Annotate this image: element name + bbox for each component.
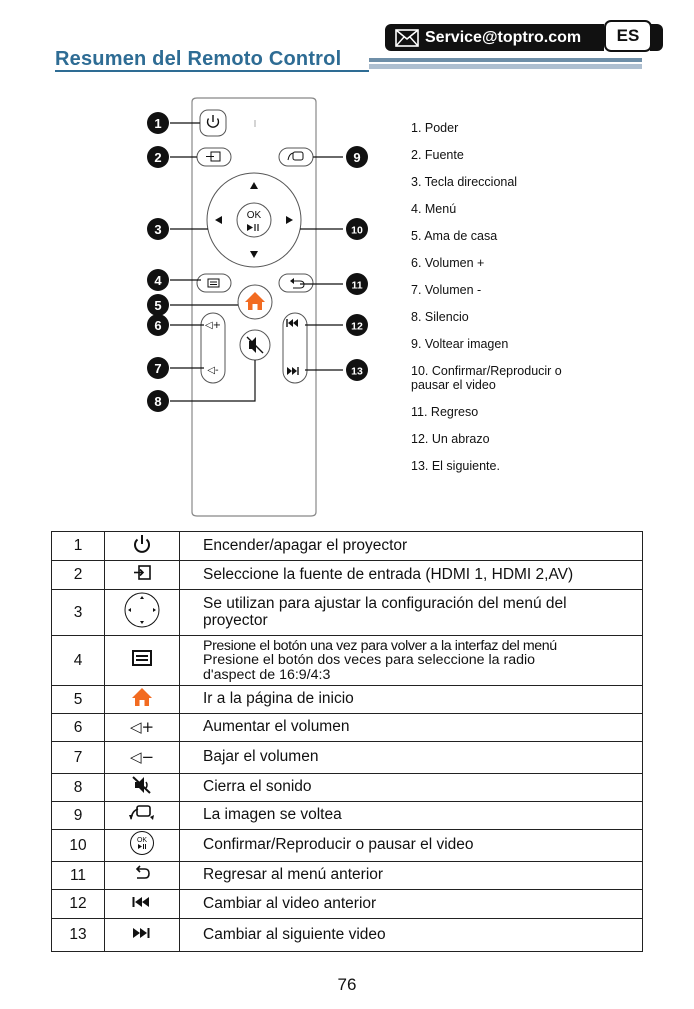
row-number: 5 — [52, 686, 105, 714]
row-number: 4 — [52, 636, 105, 686]
page-title: Resumen del Remoto Control — [55, 48, 342, 70]
legend-item: 7. Volumen - — [411, 283, 482, 297]
row-description: d'aspect de 16:9/4:3 — [203, 666, 331, 683]
legend-item: 9. Voltear imagen — [411, 337, 509, 351]
previous-icon — [131, 895, 153, 909]
callout-6: 6 — [154, 318, 162, 333]
callout-5: 5 — [154, 298, 162, 313]
next-icon — [131, 926, 153, 940]
table-row — [52, 714, 643, 742]
row-description: Aumentar el volumen — [180, 714, 643, 742]
row-description: Seleccione la fuente de entrada (HDMI 1, HDMI 2,AV) — [180, 561, 643, 590]
legend-item: 11. Regreso — [411, 405, 479, 419]
table-row — [52, 590, 643, 636]
row-description: Ir a la página de inicio — [180, 686, 643, 714]
row-description: proyector — [203, 611, 268, 629]
remote-back-button — [279, 274, 313, 292]
row-number: 2 — [52, 561, 105, 590]
dpad-icon — [122, 590, 162, 630]
home-icon — [131, 687, 153, 707]
row-description: Cierra el sonido — [180, 774, 643, 802]
language-badge: ES — [604, 20, 652, 52]
row-description: Presione el botón una vez para volver a la interfaz del menú — [203, 637, 557, 654]
callout-4: 4 — [154, 273, 162, 288]
row-number: 6 — [52, 714, 105, 742]
remote-diagram — [0, 90, 400, 520]
row-number: 3 — [52, 590, 105, 636]
legend-item: 6. Volumen + — [411, 256, 485, 270]
title-underline — [55, 70, 369, 72]
service-email-banner — [385, 24, 604, 51]
table-row — [52, 802, 643, 830]
row-number: 1 — [52, 532, 105, 561]
row-description: Confirmar/Reproducir o pausar el video — [180, 830, 643, 862]
callout-11: 11 — [351, 279, 363, 292]
volume-up-icon: ◁+ — [129, 718, 155, 736]
callout-2: 2 — [154, 150, 162, 165]
volume-down-icon: ◁− — [129, 748, 155, 766]
row-number: 12 — [52, 890, 105, 919]
callout-10: 10 — [351, 224, 363, 237]
mute-icon — [131, 775, 153, 795]
button-function-table — [51, 531, 643, 952]
row-description: Encender/apagar el proyector — [180, 532, 643, 561]
row-number: 7 — [52, 742, 105, 774]
row-description: La imagen se voltea — [180, 802, 643, 830]
row-number: 8 — [52, 774, 105, 802]
remote-flip-button — [279, 148, 313, 166]
legend-item: 10. Confirmar/Reproducir o — [411, 364, 562, 378]
row-number: 10 — [52, 830, 105, 862]
remote-volume-up-label: ◁+ — [204, 320, 222, 331]
legend-item: 5. Ama de casa — [411, 229, 498, 243]
header-rule — [369, 58, 642, 62]
remote-volume-down-label: ◁- — [207, 365, 219, 376]
table-row — [52, 890, 643, 919]
legend-item: 2. Fuente — [411, 148, 464, 162]
table-row — [52, 742, 643, 774]
menu-icon — [131, 649, 153, 667]
callout-13: 13 — [351, 365, 363, 378]
remote-power-button — [200, 110, 226, 136]
row-description: Cambiar al video anterior — [180, 890, 643, 919]
callout-7: 7 — [154, 361, 162, 376]
legend-item: 1. Poder — [411, 121, 459, 135]
callout-1: 1 — [154, 116, 162, 131]
table-row — [52, 830, 643, 862]
back-icon — [132, 864, 152, 882]
legend-item: 12. Un abrazo — [411, 432, 490, 446]
row-description: Bajar el volumen — [180, 742, 643, 774]
remote-menu-button — [197, 274, 231, 292]
remote-ok-label: OK — [246, 210, 262, 221]
table-row — [52, 862, 643, 890]
legend-item: 3. Tecla direccional — [411, 175, 518, 189]
legend-item: 13. El siguiente. — [411, 459, 500, 473]
table-row — [52, 774, 643, 802]
row-description: Cambiar al siguiente video — [180, 919, 643, 952]
header-rule-light — [369, 64, 642, 69]
row-description: Se utilizan para ajustar la configuración del menú del — [203, 595, 567, 613]
envelope-icon — [395, 29, 419, 47]
page-number: 76 — [337, 975, 357, 994]
table-row — [52, 636, 643, 686]
legend-item: 4. Menú — [411, 202, 457, 216]
table-row — [52, 919, 643, 952]
service-email: Service@toptro.com — [425, 28, 582, 46]
row-number: 13 — [52, 919, 105, 952]
row-number: 9 — [52, 802, 105, 830]
row-number: 11 — [52, 862, 105, 890]
callout-12: 12 — [351, 320, 363, 333]
callout-9: 9 — [353, 150, 361, 165]
flip-image-icon — [128, 803, 156, 823]
ok-play-pause-icon — [129, 830, 155, 856]
table-row — [52, 561, 643, 590]
legend-item: pausar el video — [411, 378, 496, 392]
callout-3: 3 — [154, 222, 162, 237]
table-row — [52, 532, 643, 561]
ok-icon-label: OK — [136, 837, 148, 844]
row-description: Presione el botón dos veces para seleccione la radio — [203, 652, 536, 669]
callout-8: 8 — [154, 394, 162, 409]
legend-item: 8. Silencio — [411, 310, 469, 324]
row-description: Regresar al menú anterior — [180, 862, 643, 890]
power-icon — [131, 533, 153, 555]
source-icon — [131, 563, 153, 583]
table-row — [52, 686, 643, 714]
